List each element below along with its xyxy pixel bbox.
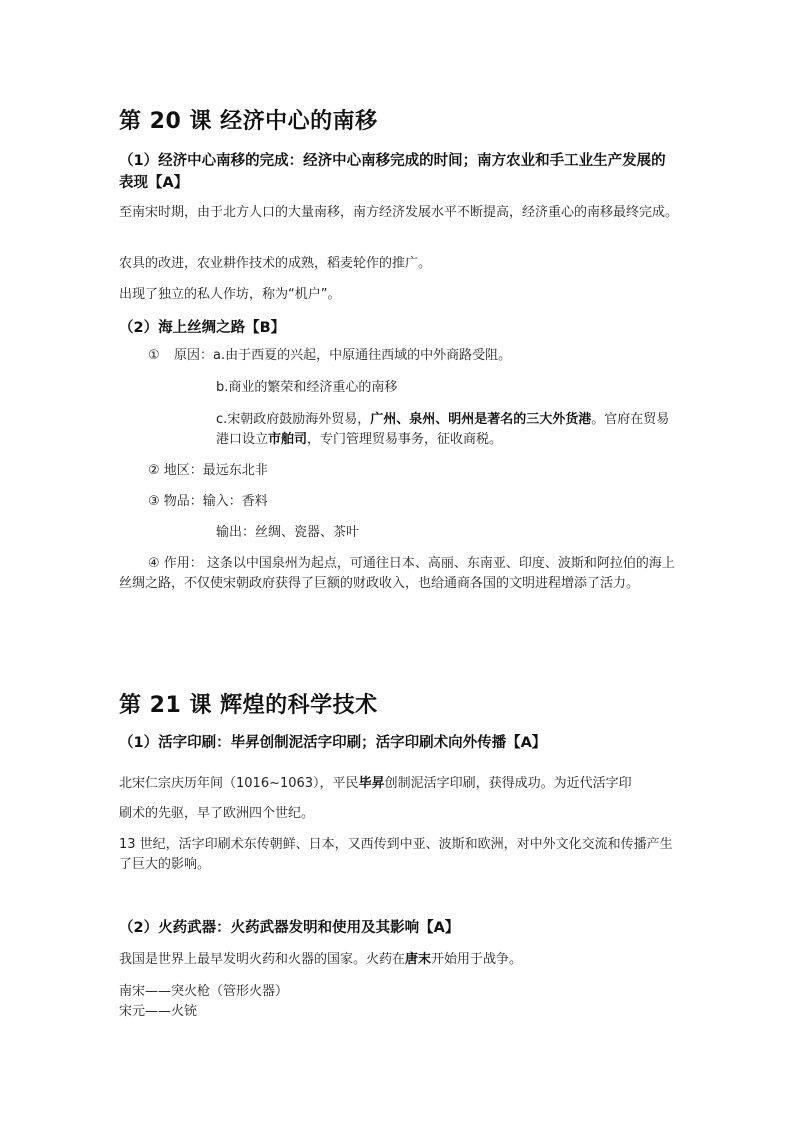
- bold-span: 毕昇: [358, 776, 385, 791]
- paragraph: 至南宋时期，由于北方人口的大量南移，南方经济发展水平不断提高，经济重心的南移最终完成。: [119, 205, 679, 220]
- list-subitem: [216, 410, 678, 450]
- list-subitem: b.商业的繁荣和经济重心的南移: [216, 380, 398, 395]
- paragraph: 13 世纪，活字印刷术东传朝鲜、日本，又西传到中亚、波斯和欧洲，对中外文化交流和传播产生了巨大的影响。: [119, 837, 673, 872]
- paragraph: [119, 774, 632, 794]
- section-1-heading: （1）经济中心南移的完成：经济中心南移完成的时间；南方农业和手工业生产发展的表现【A】: [119, 153, 666, 191]
- paragraph: 刷术的先驱，早了欧洲四个世纪。: [119, 806, 315, 821]
- list-item: [148, 346, 511, 366]
- section-2-heading: （2）火药武器：火药武器发明和使用及其影响【A】: [119, 920, 460, 936]
- lesson-21-title: 第 21 课 辉煌的科学技术: [119, 693, 378, 718]
- paragraph: 宋元——火铳: [119, 1004, 198, 1019]
- section-2-heading: （2）海上丝绸之路【B】: [119, 320, 286, 336]
- text-span: 创制泥活字印刷，获得成功。为近代活字印: [384, 776, 632, 791]
- paragraph: 南宋——突火枪（管形火器）: [119, 984, 289, 999]
- list-item: ④ 作用： 这条以中国泉州为起点，可通往日本、高丽、东南亚、印度、波斯和阿拉伯的海上丝绸之路，不仅使宋朝政府获得了巨额的财政收入，也给通商各国的文明进程增添了活力。: [119, 556, 675, 591]
- lesson-20-title: 第 20 课 经济中心的南移: [119, 109, 378, 134]
- paragraph: 出现了独立的私人作坊，称为“机户”。: [119, 287, 341, 302]
- text-span: ，专门管理贸易事务，征收商税。: [307, 432, 503, 447]
- paragraph: [119, 950, 522, 970]
- list-item: ③ 物品：输入：香料: [148, 494, 268, 509]
- text-span: 开始用于战争。: [431, 952, 523, 967]
- text-span: c.宋朝政府鼓励海外贸易，: [216, 412, 371, 427]
- bold-span: 唐末: [405, 952, 432, 967]
- text-span: 北宋仁宗庆历年间（1016~1063），平民: [119, 776, 359, 791]
- text-span: 。官府在贸易港口设立: [216, 412, 670, 447]
- list-item: ② 地区：最远东北非: [148, 463, 268, 478]
- item-label: 原因：: [174, 348, 214, 363]
- paragraph: 农具的改进，农业耕作技术的成熟，稻麦轮作的推广。: [119, 256, 432, 271]
- section-1-heading: （1）活字印刷：毕昇创制泥活字印刷；活字印刷术向外传播【A】: [119, 735, 547, 751]
- text-span: 我国是世界上最早发明火药和火器的国家。火药在: [119, 952, 406, 967]
- list-subitem: 输出：丝绸、瓷器、茶叶: [216, 525, 360, 540]
- circled-number: ①: [148, 348, 160, 363]
- bold-span: 市舶司: [268, 432, 308, 447]
- item-text: a.由于西夏的兴起，中原通往西域的中外商路受阻。: [213, 348, 512, 363]
- bold-span: 广州、泉州、明州是著名的三大外货港: [370, 412, 592, 427]
